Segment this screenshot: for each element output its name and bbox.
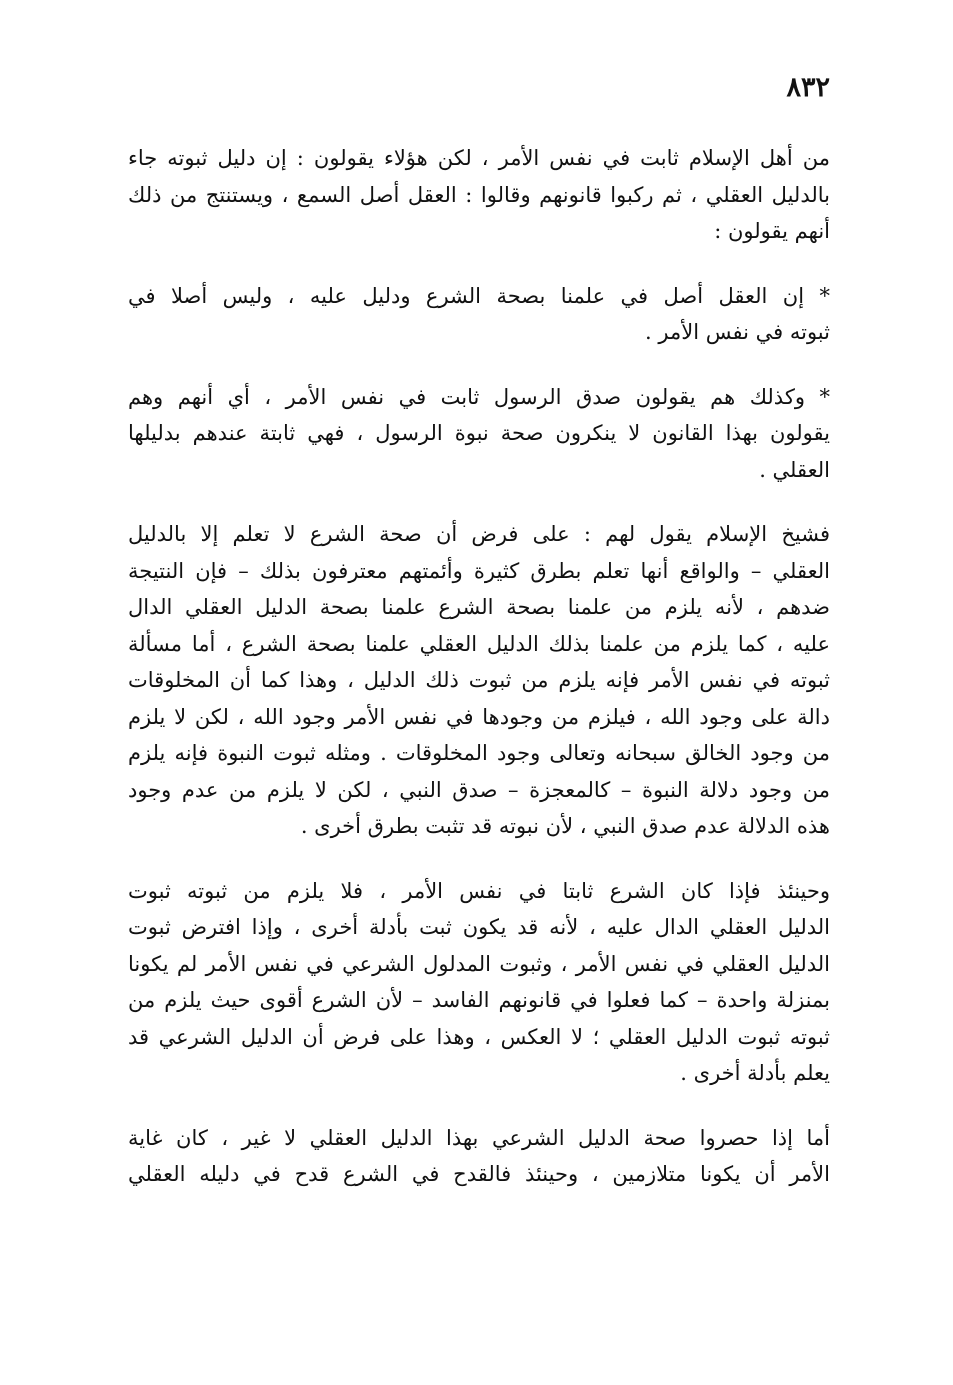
paragraph-1 <box>128 140 830 250</box>
text-line: العقلي – والواقع أنها تعلم بطرق كثيرة وأئمتهم معترفون بذلك – فإن النتيجة <box>128 558 830 583</box>
paragraph-4 <box>128 516 830 845</box>
page-number: ٨٣٢ <box>786 72 830 103</box>
paragraph-3 <box>128 379 830 489</box>
paragraph-6 <box>128 1120 830 1193</box>
text-line: الأمر أن يكونا متلازمين ، وحينئذ فالقدح في الشرع قدح في دليله العقلي <box>128 1162 830 1186</box>
text-line: الدليل العقلي الدال عليه ، لأنه قد يكون ثبت بأدلة أخرى ، وإذا افترض ثبوت <box>128 915 830 939</box>
text-line: وحينئذ فإذا كان الشرع ثابتا في نفس الأمر ، فلا يلزم من ثبوته ثبوت <box>128 878 830 903</box>
text-line: يعلم بأدلة أخرى . <box>680 1061 830 1085</box>
text-line: العقلي . <box>759 457 830 482</box>
paragraph-2 <box>128 278 830 351</box>
text-line: أما إذا حصروا صحة الدليل الشرعي بهذا الدليل العقلي لا غير ، كان غاية <box>128 1125 830 1150</box>
text-line: يقولون بهذا القانون لا ينكرون صحة نبوة الرسول ، فهي ثابتة عندهم بدليلها <box>128 421 830 445</box>
text-line: ثبوته في نفس الأمر فإنه يلزم من ثبوت ذلك الدليل ، وهذا كما أن المخلوقات <box>128 668 830 692</box>
text-line: ثبوته ثبوت الدليل العقلي ؛ لا العكس ، وهذا على فرض أن الدليل الشرعي قد <box>128 1024 830 1049</box>
text-line: * إن العقل أصل في علمنا بصحة الشرع ودليل عليه ، وليس أصلا في <box>128 283 830 308</box>
text-line: من وجود الخالق سبحانه وتعالى وجود المخلوقات . ومثله ثبوت النبوة فإنه يلزم <box>128 741 830 765</box>
text-line: ضدهم ، لأنه يلزم من علمنا بصحة الشرع علمنا بصحة الدليل العقلي الدال <box>128 595 830 619</box>
text-line: الدليل العقلي في نفس الأمر ، وثبوت المدلول الشرعي في نفس الأمر لم يكونا <box>128 951 830 976</box>
text-line: عليه ، كما يلزم من علمنا بذلك الدليل العقلي علمنا بصحة الشرع ، أما مسألة <box>128 631 830 656</box>
text-line: من أهل الإسلام ثابت في نفس الأمر ، لكن هؤلاء يقولون : إن دليل ثبوته جاء <box>128 146 830 170</box>
body-text <box>128 140 830 1221</box>
text-line: بمنزلة واحدة – كما فعلوا في قانونهم الفاسد – لأن الشرع أقوى حيث يلزم من <box>128 988 830 1012</box>
text-line: من وجود دلالة النبوة – كالمعجزة – صدق النبي ، لكن لا يلزم من عدم وجود <box>128 777 830 802</box>
text-line: * وكذلك هم يقولون صدق الرسول ثابت في نفس الأمر ، أي أنهم وهم <box>128 384 830 409</box>
paragraph-5 <box>128 873 830 1092</box>
text-line: بالدليل العقلي ، ثم ركبوا قانونهم وقالوا : العقل أصل السمع ، ويستنتج من ذلك <box>128 182 830 207</box>
text-line: فشيخ الإسلام يقول لهم : على فرض أن صحة الشرع لا تعلم إلا بالدليل <box>128 522 830 546</box>
text-line: دالة على وجود الله ، فيلزم من وجودها في نفس الأمر وجود الله ، لكن لا يلزم <box>128 704 830 729</box>
text-line: ثبوته في نفس الأمر . <box>645 320 830 344</box>
text-line: هذه الدلالة عدم صدق النبي ، لأن نبوته قد تثبت بطرق أخرى . <box>300 814 830 838</box>
text-line: أنهم يقولون : <box>714 219 830 243</box>
